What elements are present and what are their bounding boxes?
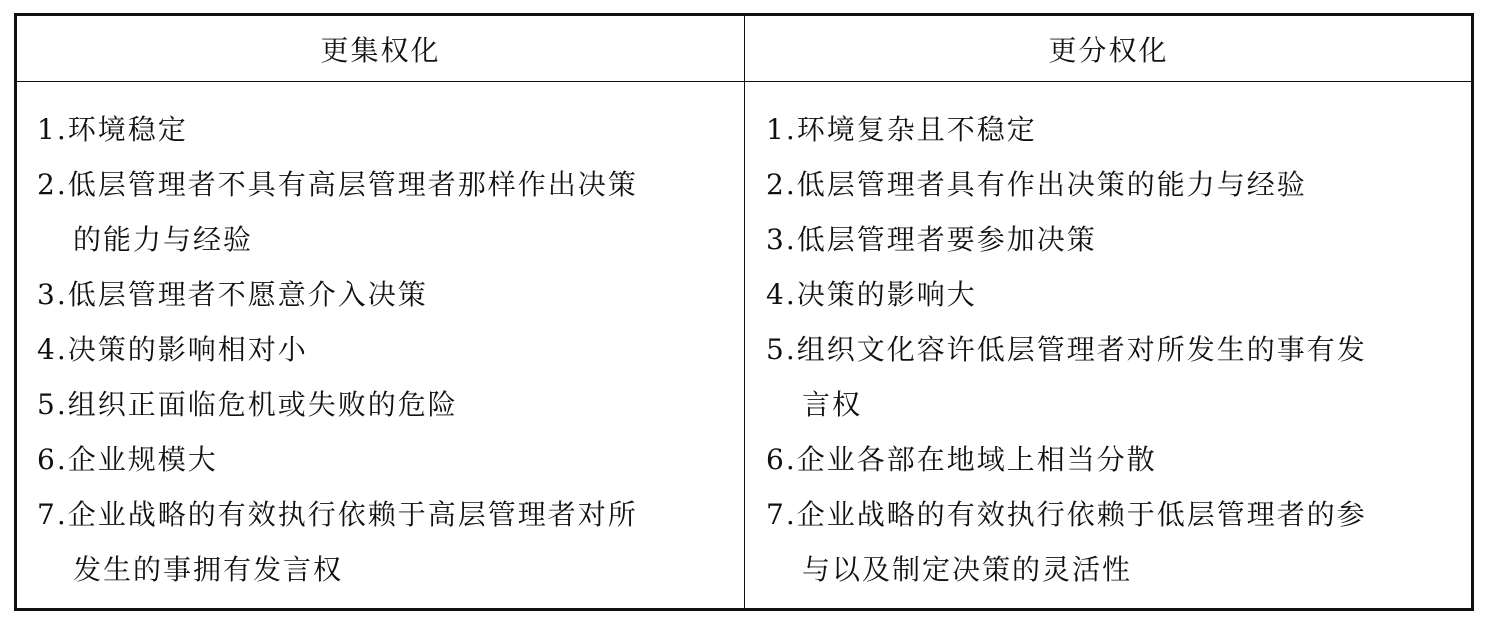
- header-centralized: 更集权化: [320, 33, 441, 67]
- list-item-continuation: 发生的事拥有发言权: [73, 553, 344, 586]
- list-item: 3.低层管理者不愿意介入决策: [37, 278, 428, 311]
- column-divider: [744, 16, 745, 608]
- list-item: 4.决策的影响大: [766, 278, 977, 311]
- list-item-continuation: 与以及制定决策的灵活性: [802, 553, 1133, 586]
- centralized-column: [37, 102, 727, 597]
- list-item-continuation: 言权: [802, 388, 863, 421]
- decentralized-column: [766, 102, 1456, 597]
- comparison-table: [14, 13, 1474, 611]
- list-item: 2.低层管理者具有作出决策的能力与经验: [766, 168, 1307, 201]
- list-item: 5.组织文化容许低层管理者对所发生的事有发: [766, 333, 1367, 366]
- list-item: 4.决策的影响相对小: [37, 333, 308, 366]
- header-divider: [17, 81, 1471, 82]
- list-item: 6.企业规模大: [37, 443, 218, 476]
- list-item: 6.企业各部在地域上相当分散: [766, 443, 1157, 476]
- list-item: 2.低层管理者不具有高层管理者那样作出决策: [37, 168, 638, 201]
- list-item: 1.环境复杂且不稳定: [766, 113, 1037, 146]
- list-item: 3.低层管理者要参加决策: [766, 223, 1097, 256]
- list-item: 7.企业战略的有效执行依赖于低层管理者的参: [766, 498, 1367, 531]
- header-decentralized: 更分权化: [1048, 33, 1169, 67]
- list-item: 1.环境稳定: [37, 113, 188, 146]
- list-item: 7.企业战略的有效执行依赖于高层管理者对所: [37, 498, 638, 531]
- list-item: 5.组织正面临危机或失败的危险: [37, 388, 458, 421]
- list-item-continuation: 的能力与经验: [73, 223, 254, 256]
